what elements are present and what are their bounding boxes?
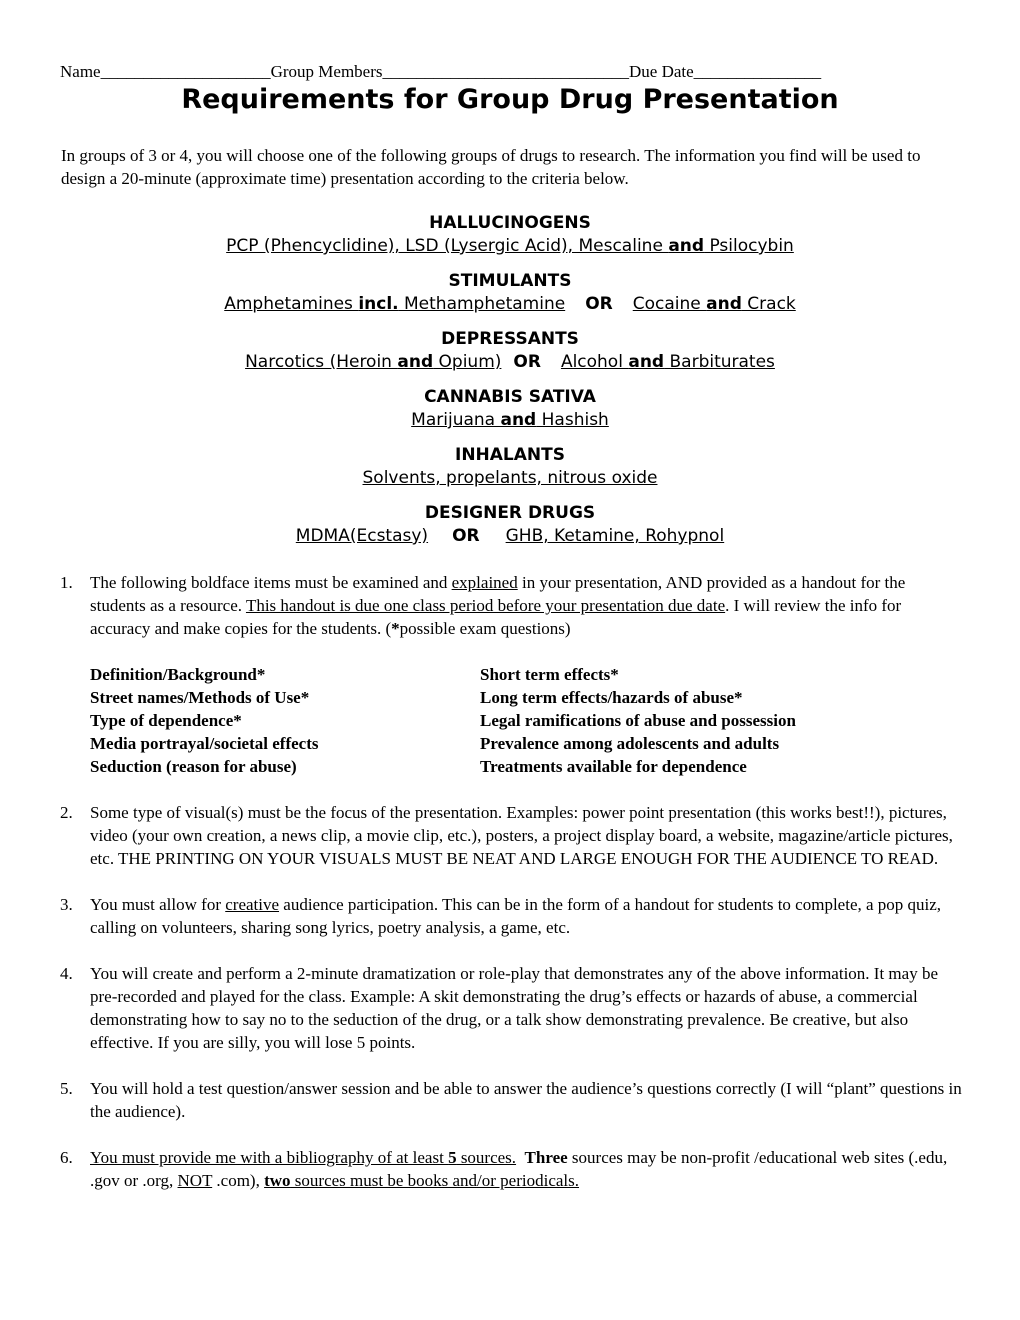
topic-item: Definition/Background* [90, 665, 266, 684]
item-number: 4. [60, 964, 73, 983]
page-title: Requirements for Group Drug Presentation [181, 84, 839, 115]
requirement-text: You must provide me with a bibliography of at least 5 sources. Three sources may be non-profit /educational web sites (.edu, .gov or .org, NOT .com), two sources must be books and/or periodicals. [90, 1148, 948, 1190]
topic-item: Prevalence among adolescents and adults [480, 734, 780, 753]
item-number: 3. [60, 895, 73, 914]
category-drugs: Amphetamines incl. Methamphetamine OR Cocaine and Crack [224, 294, 796, 314]
item-number: 6. [60, 1148, 73, 1167]
due-date-label: Due Date [629, 62, 694, 81]
name-label: Name [60, 62, 101, 81]
or-separator: OR [585, 294, 613, 314]
topic-item: Long term effects/hazards of abuse* [480, 688, 743, 707]
category-drugs: Solvents, propelants, nitrous oxide [362, 468, 658, 488]
category-title: STIMULANTS [448, 271, 572, 291]
requirement-6 [60, 1146, 965, 1192]
topic-item: Short term effects* [480, 665, 619, 684]
or-separator: OR [452, 526, 480, 546]
category-title: CANNABIS SATIVA [424, 387, 596, 407]
topic-item: Treatments available for dependence [480, 757, 747, 776]
category-designer [0, 502, 1020, 548]
requirement-text: You will hold a test question/answer session and be able to answer the audience’s questions correctly (I will “plant” questions in the audience). [90, 1079, 962, 1121]
category-title: DESIGNER DRUGS [424, 503, 596, 523]
intro-paragraph: In groups of 3 or 4, you will choose one of the following groups of drugs to research. The information you find will be used to design a 20-minute (approximate time) presentation according to the criteria below. [61, 146, 921, 188]
requirement-1 [60, 571, 965, 778]
topic-item: Legal ramifications of abuse and possession [480, 711, 796, 730]
category-stimulants [0, 270, 1020, 316]
category-title: HALLUCINOGENS [429, 213, 591, 233]
item-number: 5. [60, 1079, 73, 1098]
category-drugs: Narcotics (Heroin and Opium) OR Alcohol and Barbiturates [245, 352, 775, 372]
or-separator: OR [513, 352, 541, 372]
name-blank[interactable]: ____________________ [100, 62, 271, 81]
requirement-3 [60, 893, 965, 939]
category-cannabis [0, 386, 1020, 432]
due-date-blank[interactable]: _______________ [693, 62, 822, 81]
category-drugs: Marijuana and Hashish [411, 410, 609, 430]
category-title: INHALANTS [455, 445, 565, 465]
requirement-4 [60, 962, 965, 1054]
category-hallucinogens [0, 212, 1020, 258]
header-fields [60, 62, 960, 82]
item-number: 2. [60, 803, 73, 822]
category-drugs: PCP (Phencyclidine), LSD (Lysergic Acid), Mescaline and Psilocybin [226, 236, 794, 256]
group-members-blank[interactable]: _____________________________ [382, 62, 629, 81]
requirements-list [60, 571, 965, 1192]
topic-item: Type of dependence* [90, 711, 242, 730]
requirement-text: You will create and perform a 2-minute dramatization or role-play that demonstrates any of the above information. It may be pre-recorded and played for the class. Example: A skit demonstrating the drug’s effects or hazards of abuse, a commercial demonstrating how to say no to the seduction of the drug, or a talk show demonstrating prevalence. Be creative, but also effective. If you are silly, you will lose 5 points. [90, 964, 938, 1052]
requirement-2 [60, 801, 965, 870]
category-title: DEPRESSANTS [441, 329, 579, 349]
category-inhalants [0, 444, 1020, 490]
topic-item: Street names/Methods of Use* [90, 688, 310, 707]
item-number: 1. [60, 573, 73, 592]
requirement-text: The following boldface items must be examined and explained in your presentation, AND provided as a handout for the students as a resource. This handout is due one class period before your presentation due date. I will review the info for accuracy and make copies for the students. (*possible exam questions) [90, 573, 906, 638]
requirement-text: You must allow for creative audience participation. This can be in the form of a handout for students to complete, a pop quiz, calling on volunteers, sharing song lyrics, poetry analysis, a game, etc. [90, 895, 942, 937]
requirement-text: Some type of visual(s) must be the focus of the presentation. Examples: power point presentation (this works best!!), pictures, video (your own creation, a news clip, a movie clip, etc.), posters, a project display board, a website, magazine/article pictures, etc. THE PRINTING ON YOUR VISUALS MUST BE NEAT AND LARGE ENOUGH FOR THE AUDIENCE TO READ. [90, 803, 953, 868]
group-members-label: Group Members [270, 62, 383, 81]
topic-item: Seduction (reason for abuse) [90, 757, 297, 776]
topic-item: Media portrayal/societal effects [90, 734, 319, 753]
requirement-5 [60, 1077, 965, 1123]
required-topics-grid [90, 663, 965, 778]
category-depressants [0, 328, 1020, 374]
category-drugs: MDMA(Ecstasy) OR GHB, Ketamine, Rohypnol [295, 526, 725, 546]
